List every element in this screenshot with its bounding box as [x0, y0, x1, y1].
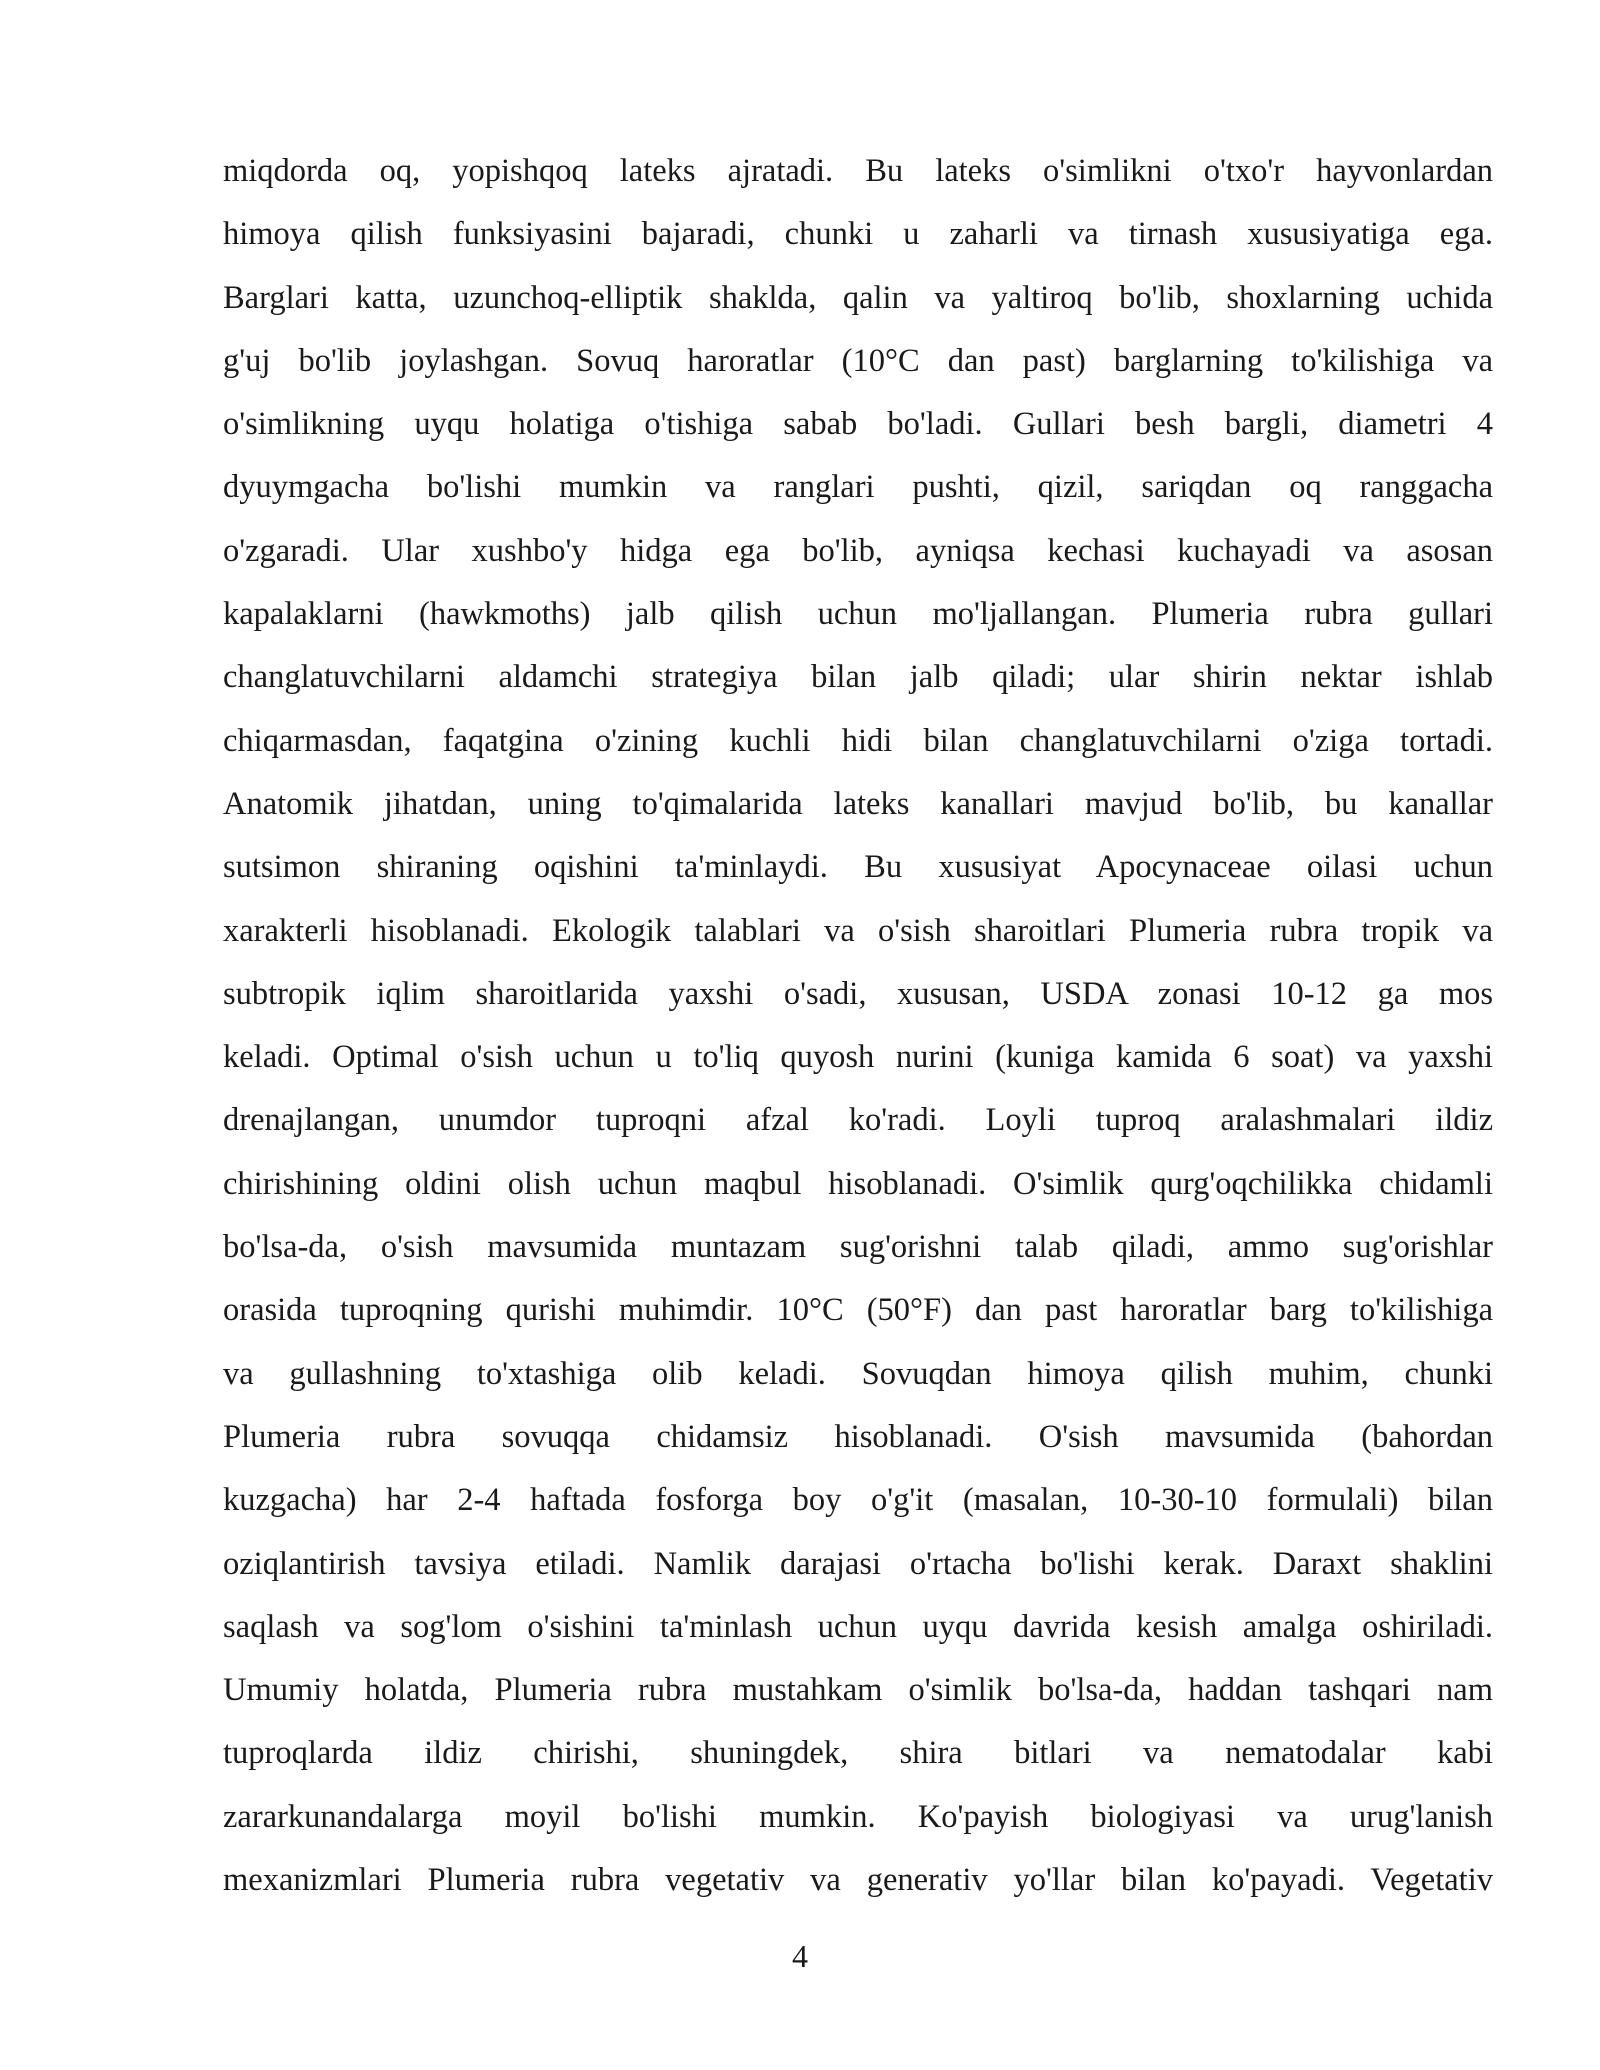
body-text [223, 140, 1493, 1912]
text-line: bo'lsa-da, o'sish mavsumida muntazam sug'orishni talab qiladi, ammo sug'orishlar [223, 1229, 1493, 1266]
text-line: orasida tuproqning qurishi muhimdir. 10°C (50°F) dan past haroratlar barg to'kilishiga [223, 1292, 1493, 1329]
text-line: saqlash va sog'lom o'sishini ta'minlash uchun uyqu davrida kesish amalga oshiriladi. [223, 1608, 1493, 1645]
text-line: drenajlangan, unumdor tuproqni afzal ko'radi. Loyli tuproq aralashmalari ildiz [223, 1102, 1493, 1139]
text-line: Anatomik jihatdan, uning to'qimalarida lateks kanallari mavjud bo'lib, bu kanallar [223, 785, 1493, 822]
text-line: sutsimon shiraning oqishini ta'minlaydi. Bu xususiyat Apocynaceae oilasi uchun [223, 849, 1493, 886]
text-line: dyuymgacha bo'lishi mumkin va ranglari pushti, qizil, sariqdan oq ranggacha [223, 469, 1493, 506]
text-line: kapalaklarni (hawkmoths) jalb qilish uchun mo'ljallangan. Plumeria rubra gullari [223, 596, 1493, 633]
text-line: oziqlantirish tavsiya etiladi. Namlik darajasi o'rtacha bo'lishi kerak. Daraxt shaklini [223, 1545, 1493, 1582]
text-line: kuzgacha) har 2-4 haftada fosforga boy o'g'it (masalan, 10-30-10 formulali) bilan [223, 1482, 1493, 1519]
text-line: mexanizmlari Plumeria rubra vegetativ va generativ yo'llar bilan ko'payadi. Vegetativ [223, 1862, 1493, 1899]
text-line: miqdorda oq, yopishqoq lateks ajratadi. Bu lateks o'simlikni o'txo'r hayvonlardan [223, 153, 1493, 189]
text-line: zararkunandalarga moyil bo'lishi mumkin. Ko'payish biologiyasi va urug'lanish [223, 1798, 1493, 1835]
text-line: chiqarmasdan, faqatgina o'zining kuchli hidi bilan changlatuvchilarni o'ziga tortadi. [223, 722, 1493, 759]
text-line: o'zgaradi. Ular xushbo'y hidga ega bo'lib, ayniqsa kechasi kuchayadi va asosan [223, 532, 1493, 569]
text-line: himoya qilish funksiyasini bajaradi, chunki u zaharli va tirnash xususiyatiga ega. [223, 216, 1493, 253]
text-line: changlatuvchilarni aldamchi strategiya bilan jalb qiladi; ular shirin nektar ishlab [223, 659, 1493, 696]
text-line: Barglari katta, uzunchoq-elliptik shaklda, qalin va yaltiroq bo'lib, shoxlarning uchida [223, 279, 1493, 316]
text-line: Umumiy holatda, Plumeria rubra mustahkam o'simlik bo'lsa-da, haddan tashqari nam [223, 1672, 1493, 1709]
text-line: g'uj bo'lib joylashgan. Sovuq haroratlar (10°C dan past) barglarning to'kilishiga va [223, 342, 1493, 379]
text-line: keladi. Optimal o'sish uchun u to'liq quyosh nurini (kuniga kamida 6 soat) va yaxshi [223, 1039, 1493, 1076]
text-line: chirishining oldini olish uchun maqbul hisoblanadi. O'simlik qurg'oqchilikka chidamli [223, 1165, 1493, 1202]
page-number: 4 [792, 1938, 808, 1974]
text-line: subtropik iqlim sharoitlarida yaxshi o'sadi, xususan, USDA zonasi 10-12 ga mos [223, 975, 1493, 1012]
text-line: xarakterli hisoblanadi. Ekologik talablari va o'sish sharoitlari Plumeria rubra tropik va [223, 912, 1493, 949]
text-line: Plumeria rubra sovuqqa chidamsiz hisoblanadi. O'sish mavsumida (bahordan [223, 1418, 1493, 1455]
text-line: tuproqlarda ildiz chirishi, shuningdek, shira bitlari va nematodalar kabi [223, 1735, 1493, 1772]
text-line: o'simlikning uyqu holatiga o'tishiga sabab bo'ladi. Gullari besh bargli, diametri 4 [223, 406, 1493, 443]
text-line: va gullashning to'xtashiga olib keladi. Sovuqdan himoya qilish muhim, chunki [223, 1355, 1493, 1392]
